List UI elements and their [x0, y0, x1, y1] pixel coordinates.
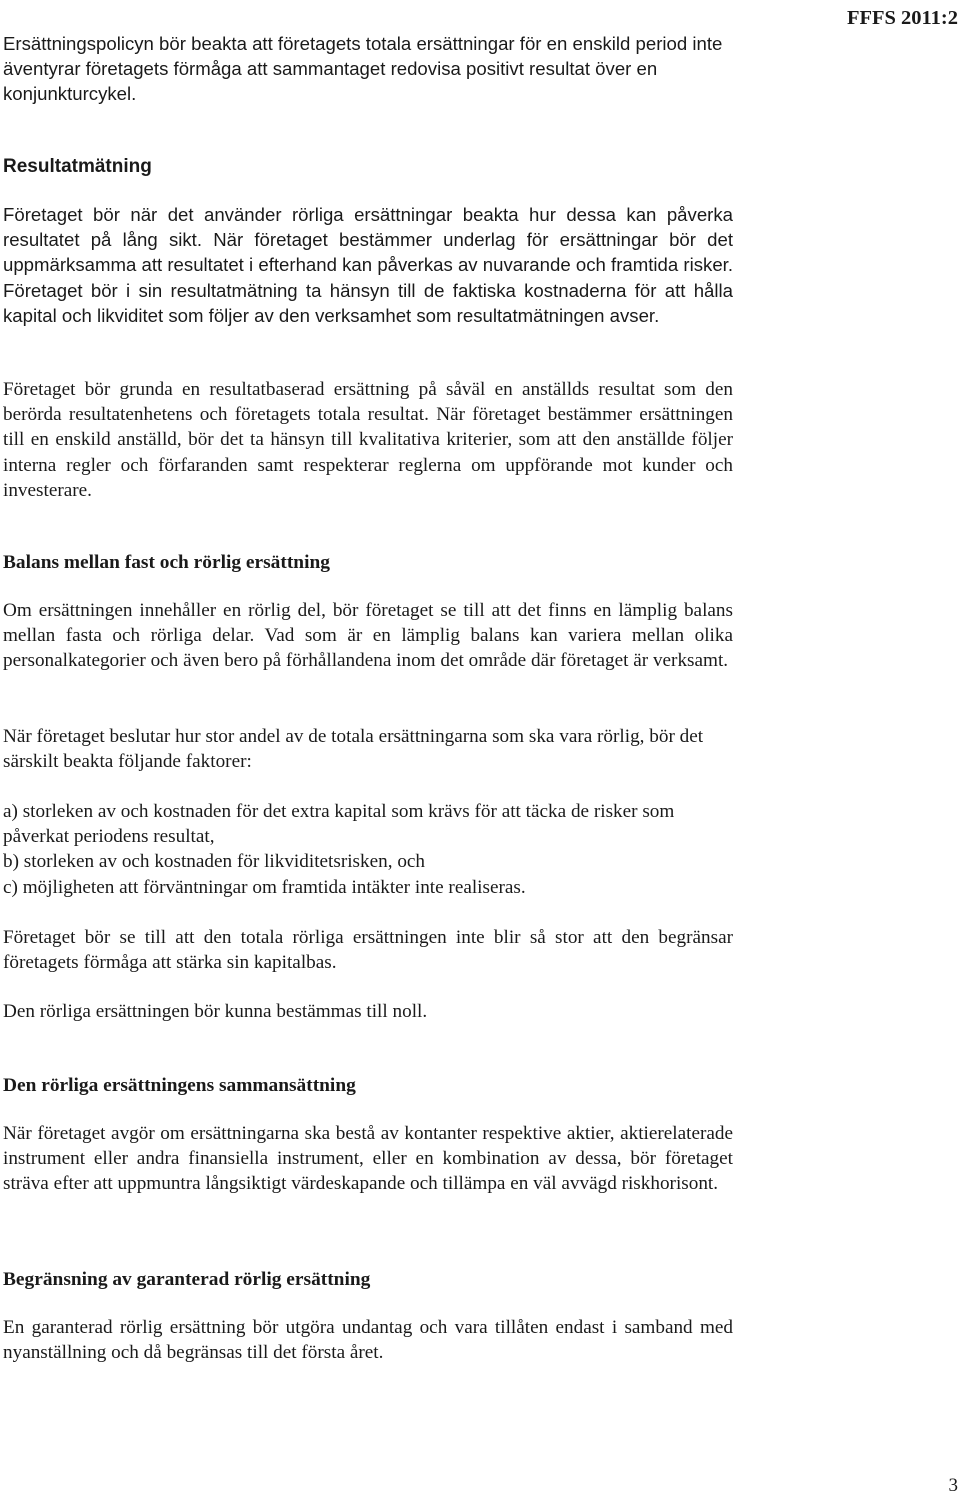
- heading-resultatmatning: Resultatmätning: [3, 156, 152, 177]
- resultatmatning-paragraph-1: Företaget bör när det använder rörliga ersättningar beakta hur dessa kan påverka resultatet på lång sikt. När företaget bestämmer underlag för ersättningar bör det uppmärksamma att resultatet i efterhand kan påverkas av nuvarande och framtida risker. Företaget bör i sin resultatmätning ta hänsyn till de faktiska kostnaderna för att hålla kapital och likviditet som följer av den verksamhet som resultatmätningen avser.: [3, 204, 733, 326]
- heading-garanterad: Begränsning av garanterad rörlig ersättning: [3, 1269, 371, 1290]
- document-code: FFFS 2011:2: [846, 7, 958, 29]
- heading-sammansattning: Den rörliga ersättningens sammansättning: [3, 1075, 356, 1096]
- balans-paragraph-3: Företaget bör se till att den totala rörliga ersättningen inte blir så stor att den begränsar företagets förmåga att stärka sin kapitalbas.: [3, 927, 733, 974]
- sammansattning-paragraph: När företaget avgör om ersättningarna ska bestå av kontanter respektive aktier, aktierelaterade instrument eller andra finansiella instrument, eller en kombination av dessa, bör företaget sträva efter att uppmuntra långsiktigt värdeskapande och tillämpa en väl avvägd riskhorisont.: [3, 1123, 733, 1195]
- intro-paragraph: Ersättningspolicyn bör beakta att företagets totala ersättningar för en enskild period inte äventyrar företagets förmåga att sammantaget redovisa positivt resultat över en konjunkturcykel.: [3, 33, 723, 105]
- factor-item-c: c) möjligheten att förväntningar om framtida intäkter inte realiseras.: [3, 876, 526, 898]
- garanterad-paragraph: En garanterad rörlig ersättning bör utgöra undantag och vara tillåten endast i samband med nyanställning och då begränsas till det första året.: [3, 1317, 733, 1364]
- heading-balans: Balans mellan fast och rörlig ersättning: [3, 552, 330, 573]
- factor-item-a: a) storleken av och kostnaden för det extra kapital som krävs för att täcka de risker som påverkat periodens resultat,: [3, 801, 675, 848]
- balans-paragraph-1: Om ersättningen innehåller en rörlig del, bör företaget se till att det finns en lämplig balans mellan fasta och rörliga delar. Vad som är en lämplig balans kan variera mellan olika personalkategorier och även bero på förhållandena inom det område där företaget är verksamt.: [3, 600, 733, 672]
- balans-paragraph-4: Den rörliga ersättningen bör kunna bestämmas till noll.: [3, 1001, 428, 1022]
- page-number: 3: [948, 1475, 958, 1496]
- resultatmatning-paragraph-2: Företaget bör grunda en resultatbaserad ersättning på såväl en anställds resultat som den berörda resultatenhetens och företagets totala resultat. När företaget bestämmer ersättningen till en enskild anställd, bör det ta hänsyn till kvalitativa kriterier, som att den anställde följer interna regler och förfaranden samt respekterar reglerna om uppförande mot kunder och investerare.: [3, 379, 733, 501]
- factor-list: [3, 799, 733, 900]
- balans-paragraph-2: När företaget beslutar hur stor andel av de totala ersättningarna som ska vara rörlig, bör det särskilt beakta följande faktorer:: [3, 726, 704, 773]
- factor-item-b: b) storleken av och kostnaden för likviditetsrisken, och: [3, 851, 426, 873]
